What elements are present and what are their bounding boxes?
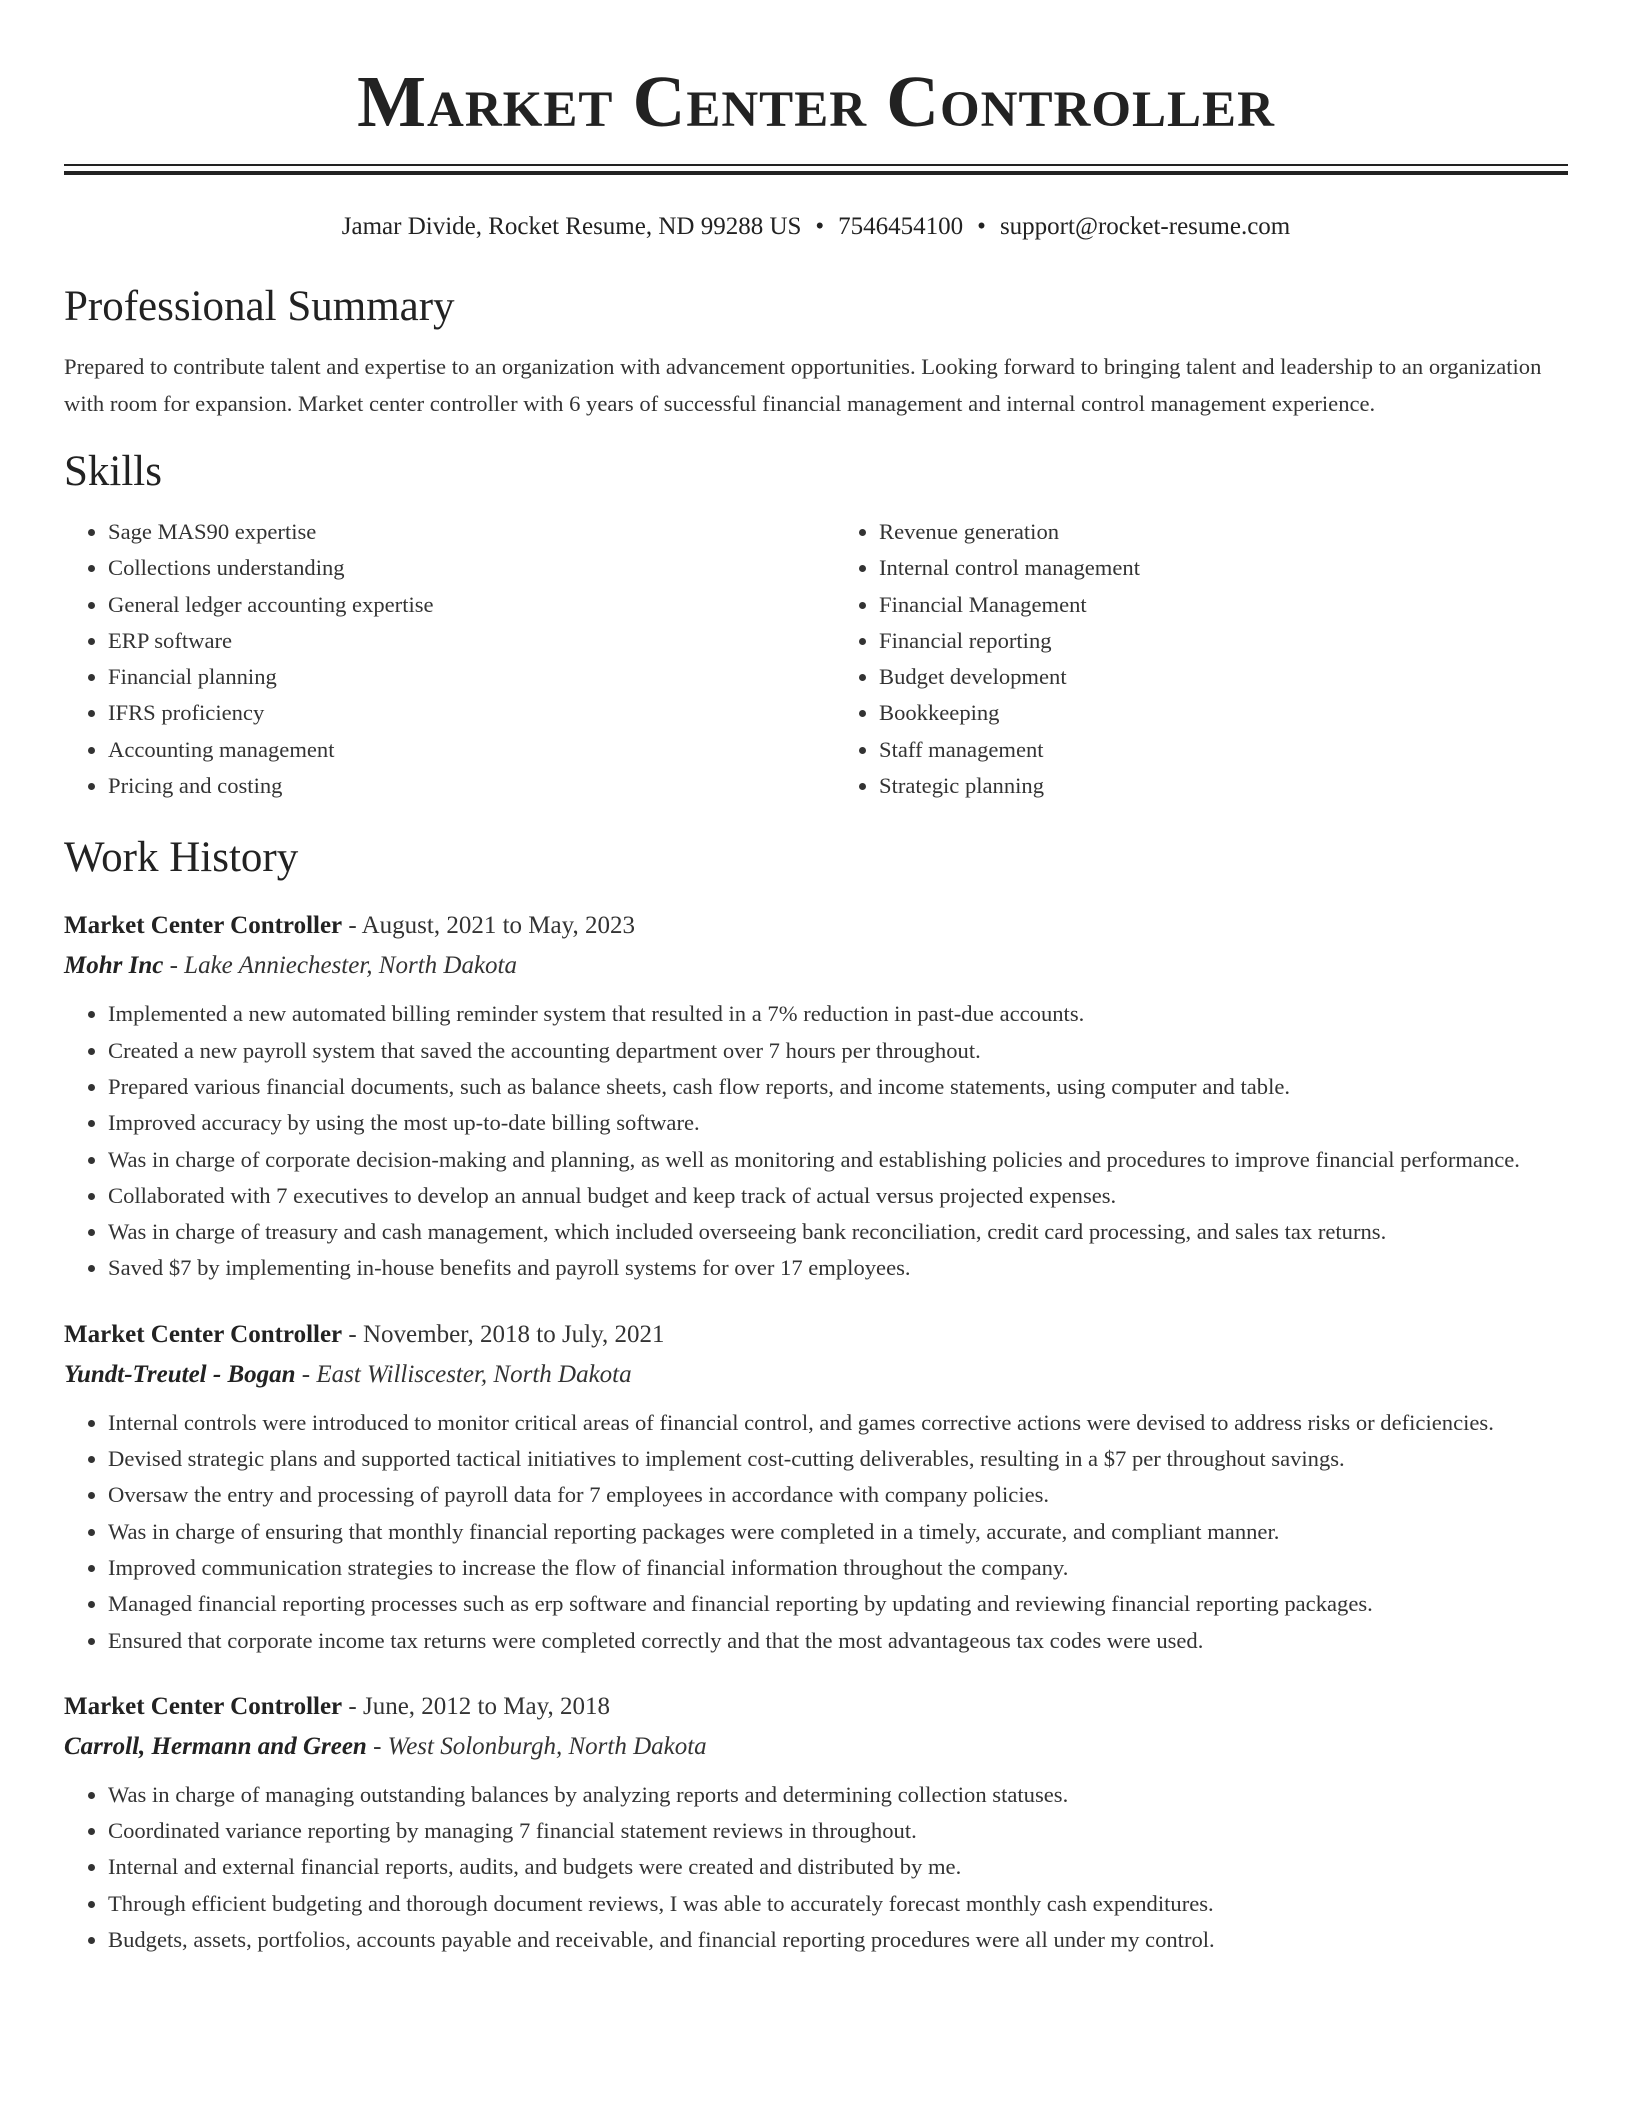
header-rule-thin — [64, 164, 1568, 166]
job-bullet: • Coordinated variance reporting by managing 7 financial statement reviews in throughout. — [108, 1813, 1568, 1849]
skill-item: • Financial Management — [879, 587, 1568, 623]
work-history-heading: Work History — [64, 834, 299, 882]
contact-address: Jamar Divide, Rocket Resume, ND 99288 US — [341, 213, 802, 240]
skill-item: • Bookkeeping — [879, 695, 1568, 731]
job-company-line — [64, 1355, 1568, 1395]
skill-item: • Internal control management — [879, 550, 1568, 586]
job-bullet: • Devised strategic plans and supported tactical initiatives to implement cost-cutting deliverables, resulting in a $7 per throughout savings. — [108, 1441, 1568, 1477]
job-bullet: • Oversaw the entry and processing of payroll data for 7 employees in accordance with company policies. — [108, 1477, 1568, 1513]
job-bullet: • Budgets, assets, portfolios, accounts payable and receivable, and financial reporting procedures were all under my control. — [108, 1922, 1568, 1958]
job-title-line — [64, 1315, 1568, 1355]
job-bullet: • Was in charge of ensuring that monthly financial reporting packages were completed in a timely, accurate, and compliant manner. — [108, 1514, 1568, 1550]
job-bullet: • Improved accuracy by using the most up-to-date billing software. — [108, 1105, 1568, 1141]
job-bullets — [64, 996, 1568, 1286]
skills-column-left — [64, 514, 797, 804]
skill-item: • IFRS proficiency — [108, 695, 797, 731]
job-entry — [64, 1687, 1568, 1958]
skill-item: • Sage MAS90 expertise — [108, 514, 797, 550]
resume-name: Market Center Controller — [357, 61, 1275, 142]
job-dates: - November, 2018 to July, 2021 — [342, 1320, 665, 1348]
skill-item: • Budget development — [879, 659, 1568, 695]
summary-text: Prepared to contribute talent and expertise to an organization with advancement opportunities. Looking forward to bringing talent and leadership to an organization with room for expansion. Market center controller with 6 years of successful financial management and internal control management experience. — [64, 354, 1542, 416]
job-bullets — [64, 1405, 1568, 1659]
job-dates: - June, 2012 to May, 2018 — [342, 1692, 610, 1720]
skill-item: • ERP software — [108, 623, 797, 659]
job-bullet: • Was in charge of managing outstanding balances by analyzing reports and determining collection statuses. — [108, 1777, 1568, 1813]
job-location: - Lake Anniechester, North Dakota — [163, 952, 517, 980]
job-bullet: • Was in charge of treasury and cash management, which included overseeing bank reconciliation, credit card processing, and sales tax returns. — [108, 1214, 1568, 1250]
job-bullet: • Through efficient budgeting and thorough document reviews, I was able to accurately forecast monthly cash expenditures. — [108, 1886, 1568, 1922]
job-title-line — [64, 906, 1568, 946]
job-company: Carroll, Hermann and Green — [64, 1732, 367, 1760]
job-bullet: • Collaborated with 7 executives to develop an annual budget and keep track of actual versus projected expenses. — [108, 1178, 1568, 1214]
contact-separator: • — [815, 213, 825, 240]
job-bullet: • Implemented a new automated billing reminder system that resulted in a 7% reduction in past-due accounts. — [108, 996, 1568, 1032]
job-role: Market Center Controller — [64, 1692, 343, 1720]
contact-separator: • — [977, 213, 986, 240]
job-bullet: • Managed financial reporting processes such as erp software and financial reporting by updating and reviewing financial reporting packages. — [108, 1586, 1568, 1622]
skills-heading: Skills — [64, 448, 162, 495]
skill-item: • Pricing and costing — [108, 768, 797, 804]
contact-phone: 7546454100 — [838, 213, 964, 240]
skill-item: • Financial reporting — [879, 623, 1568, 659]
job-location: - East Williscester, North Dakota — [295, 1360, 632, 1388]
job-company-line — [64, 1727, 1568, 1767]
job-bullet: • Internal and external financial reports, audits, and budgets were created and distributed by me. — [108, 1849, 1568, 1885]
job-bullets — [64, 1777, 1568, 1958]
job-bullet: • Prepared various financial documents, such as balance sheets, cash flow reports, and income statements, using computer and table. — [108, 1069, 1568, 1105]
job-entry — [64, 906, 1568, 1286]
job-dates: - August, 2021 to May, 2023 — [342, 912, 635, 940]
job-company: Yundt-Treutel - Bogan — [64, 1360, 296, 1388]
job-bullet: • Improved communication strategies to increase the flow of financial information throughout the company. — [108, 1550, 1568, 1586]
job-bullet: • Ensured that corporate income tax returns were completed correctly and that the most advantageous tax codes were used. — [108, 1623, 1568, 1659]
skill-item: • Financial planning — [108, 659, 797, 695]
job-bullet: • Saved $7 by implementing in-house benefits and payroll systems for over 17 employees. — [108, 1250, 1568, 1286]
skill-item: • General ledger accounting expertise — [108, 587, 797, 623]
skill-item: • Accounting management — [108, 732, 797, 768]
skill-item: • Collections understanding — [108, 550, 797, 586]
header-rule-thick — [64, 171, 1568, 175]
skill-item: • Staff management — [879, 732, 1568, 768]
job-company: Mohr Inc — [64, 952, 164, 980]
job-bullet: • Internal controls were introduced to monitor critical areas of financial control, and games corrective actions were devised to address risks or deficiencies. — [108, 1405, 1568, 1441]
job-role: Market Center Controller — [64, 1320, 343, 1348]
summary-heading: Professional Summary — [64, 283, 455, 330]
job-company-line — [64, 946, 1568, 986]
job-location: - West Solonburgh, North Dakota — [366, 1732, 707, 1760]
skills-column-right — [797, 514, 1568, 804]
job-title-line — [64, 1687, 1568, 1727]
skill-item: • Revenue generation — [879, 514, 1568, 550]
contact-email: support@rocket-resume.com — [999, 213, 1291, 240]
job-bullet: • Created a new payroll system that saved the accounting department over 7 hours per throughout. — [108, 1033, 1568, 1069]
contact-line — [64, 211, 1568, 243]
job-entry — [64, 1315, 1568, 1659]
skill-item: • Strategic planning — [879, 768, 1568, 804]
skills-list — [64, 514, 1568, 804]
job-role: Market Center Controller — [64, 912, 343, 940]
job-bullet: • Was in charge of corporate decision-making and planning, as well as monitoring and establishing policies and procedures to improve financial performance. — [108, 1142, 1568, 1178]
